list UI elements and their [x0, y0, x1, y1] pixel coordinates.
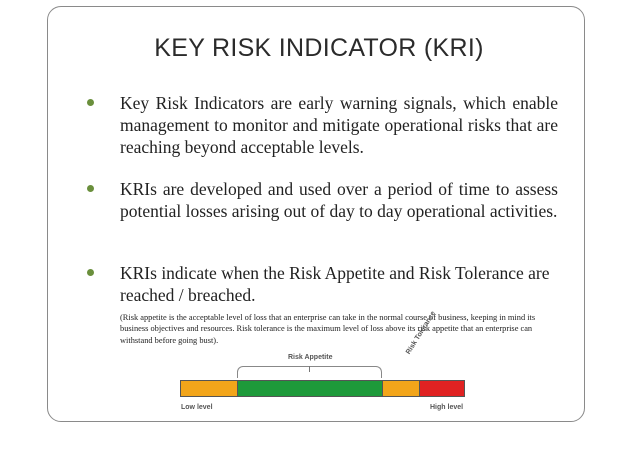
- risk-appetite-label: Risk Appetite: [288, 354, 333, 361]
- bullet-2: [101, 178, 558, 222]
- bullet-2-text: KRIs are developed and used over a period of time to assess potential losses arising out of day to day operational activities.: [120, 179, 558, 221]
- risk-tolerance-label: Risk Tolerance: [405, 310, 438, 356]
- bullet-1: [101, 92, 558, 158]
- bullet-3: [101, 262, 558, 346]
- low-level-label: Low level: [181, 404, 213, 411]
- definition-note: (Risk appetite is the acceptable level of loss that an enterprise can take in the normal course of business, keeping in mind its business objectives and resources. Risk tolerance is the maximum level of loss above its risk appetite that an enterprise can withstand before going bust).: [120, 313, 536, 345]
- bullet-3-text: KRIs indicate when the Risk Appetite and Risk Tolerance are reached / breached.: [120, 263, 550, 305]
- slide-title: KEY RISK INDICATOR (KRI): [154, 34, 484, 62]
- bullet-1-text: Key Risk Indicators are early warning signals, which enable management to monitor and mitigate operational risks that are reaching beyond acceptable levels.: [120, 93, 558, 157]
- high-level-label: High level: [430, 404, 464, 411]
